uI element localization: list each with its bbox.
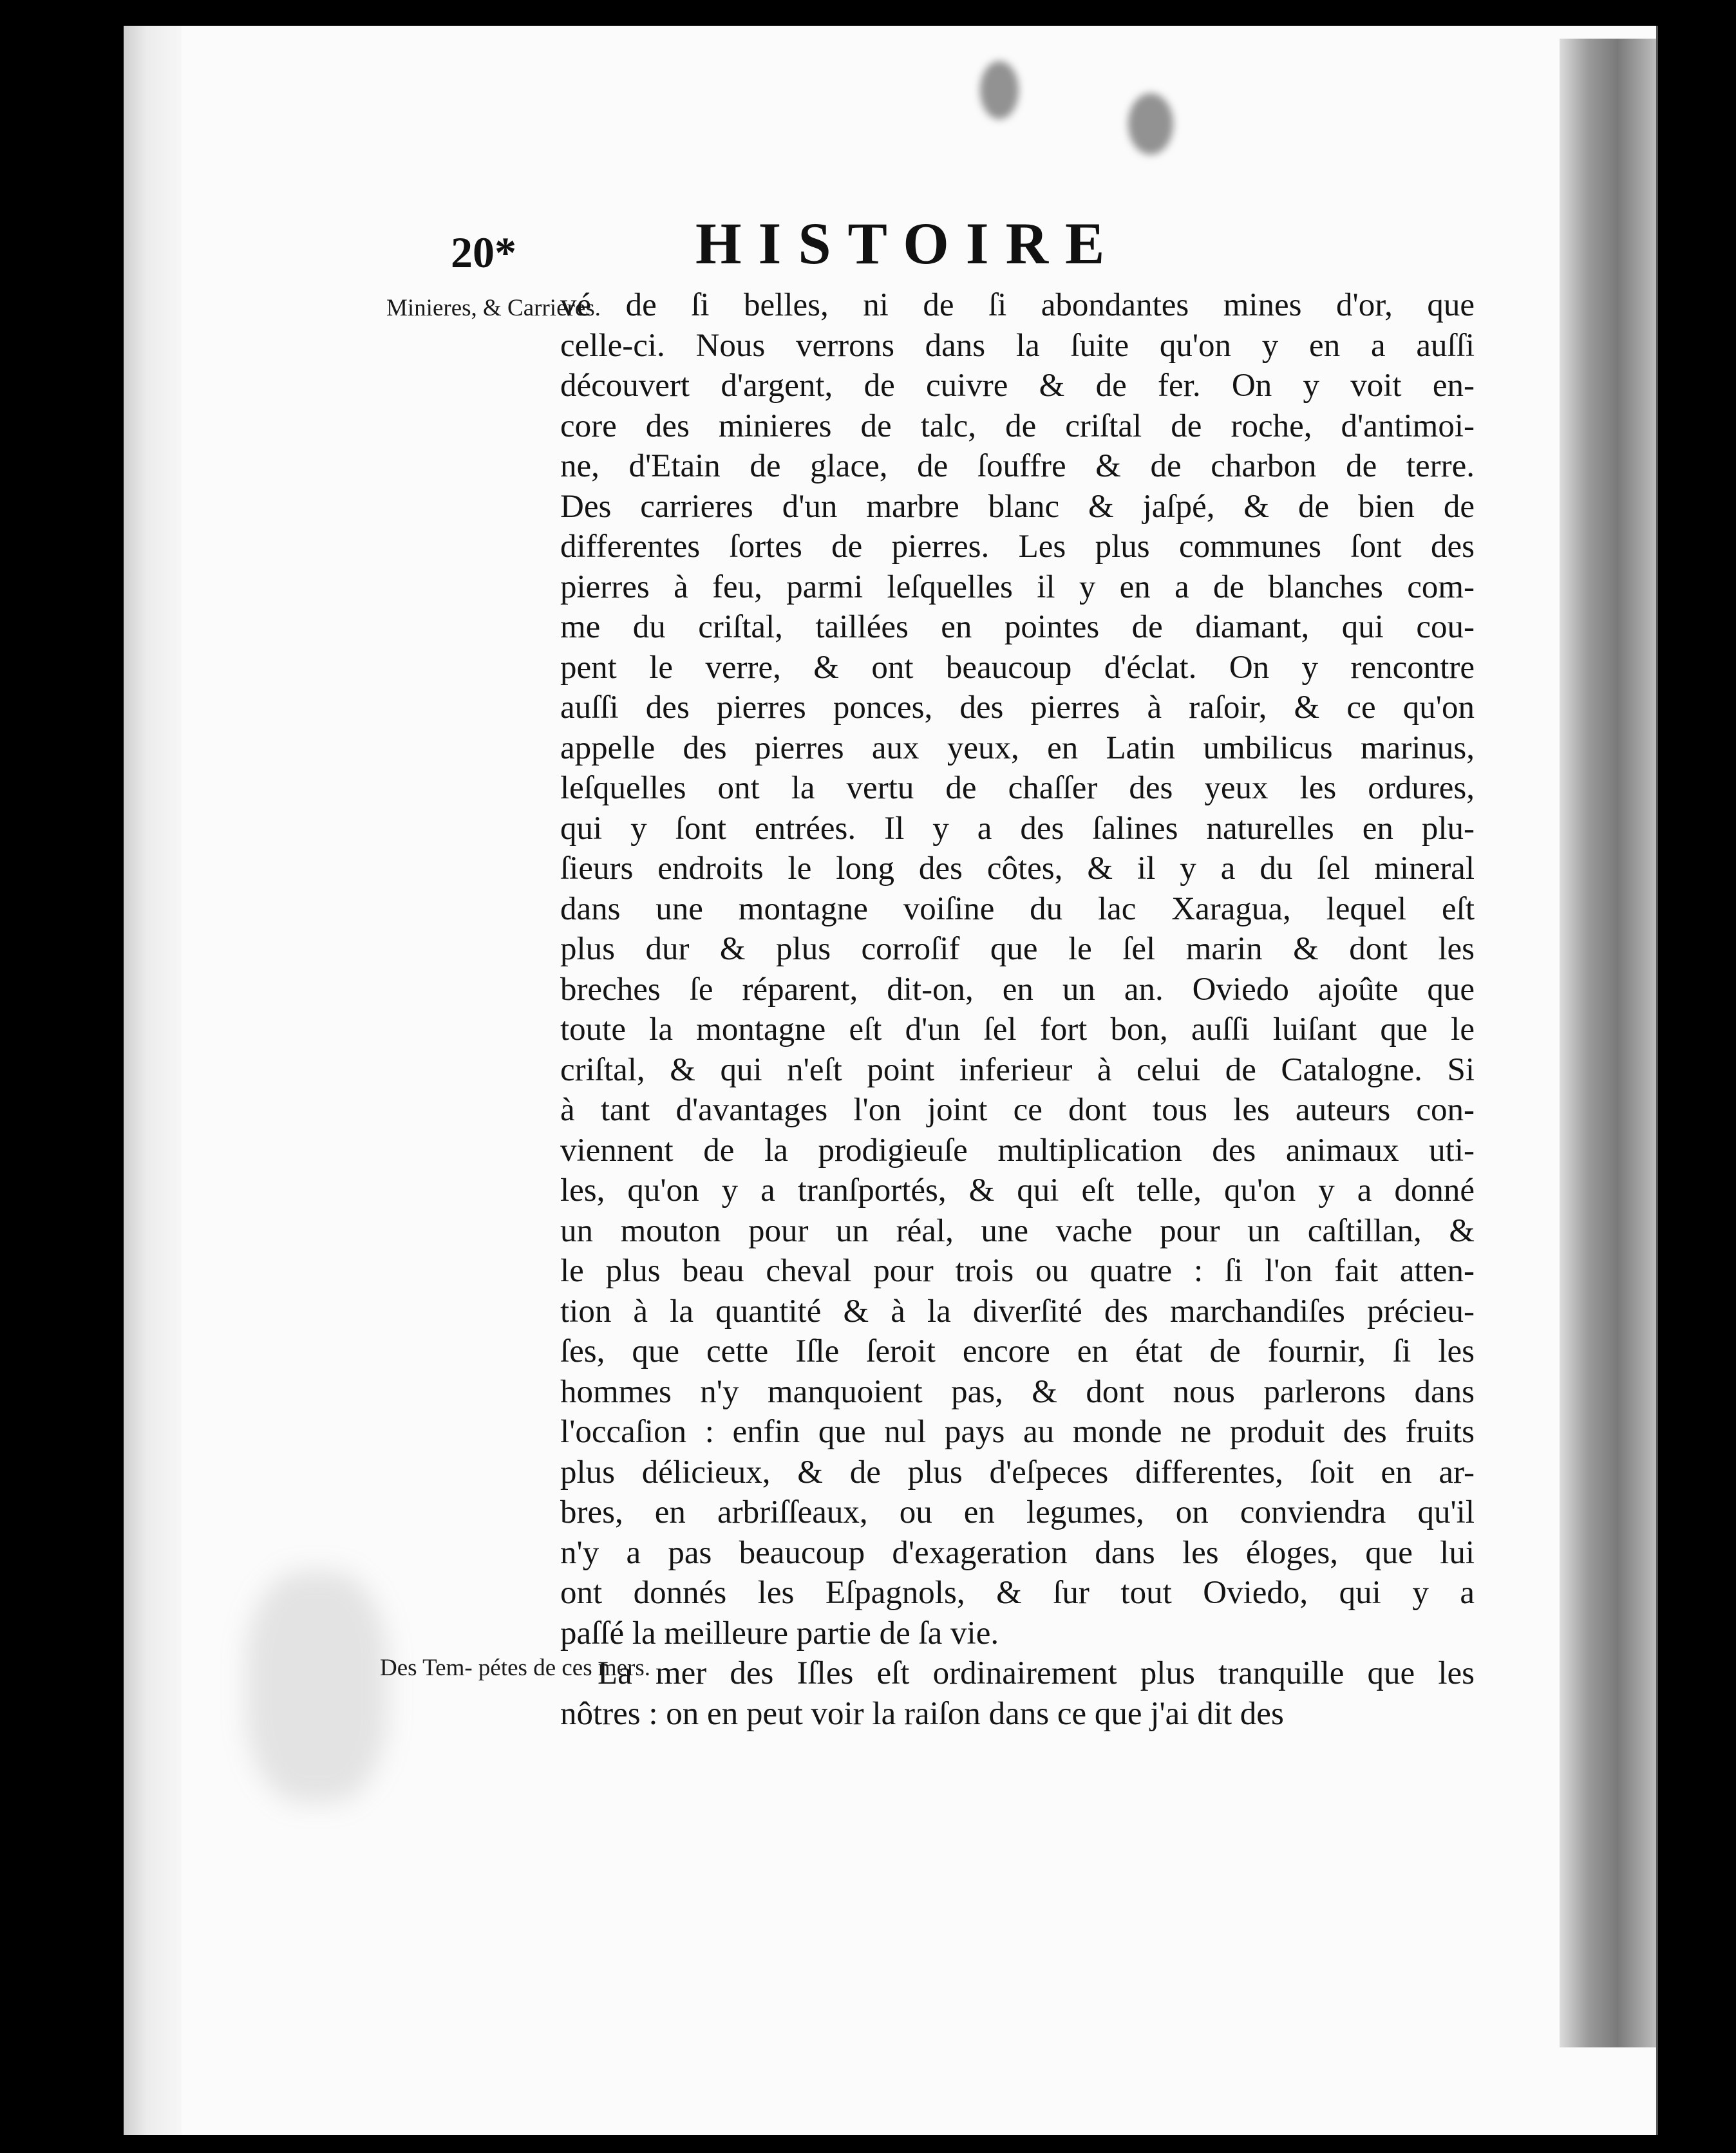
text-line: leſquelles ont la vertu de chaſſer des yeux les ordures, [560,770,1475,806]
text-line: ont donnés les Eſpagnols, & ſur tout Oviedo, qui y a [560,1575,1475,1611]
text-line: un mouton pour un réal, une vache pour un caſtillan, & [560,1212,1475,1249]
text-line: qui y ſont entrées. Il y a des ſalines naturelles en plu- [560,810,1475,847]
text-line: Des carrieres d'un marbre blanc & jaſpé, & de bien de [560,488,1475,525]
page-fore-edge [1560,39,1656,2047]
text-line: bres, en arbriſſeaux, ou en legumes, on conviendra qu'il [560,1494,1475,1530]
page-header [451,209,1223,280]
paper-smudge [246,1571,388,1803]
text-line: paſſé la meilleure partie de ſa vie. [560,1615,999,1651]
page-gutter-shadow [124,26,182,2135]
text-line: appelle des pierres aux yeux, en Latin umbilicus marinus, [560,729,1475,766]
text-line: me du criſtal, taillées en pointes de diamant, qui cou- [560,609,1475,645]
text-line: viennent de la prodigieuſe multiplication des animaux uti- [560,1132,1475,1169]
page-number: 20* [451,228,516,277]
text-line: dans une montagne voiſine du lac Xaragua, lequel eſt [560,890,1475,927]
text-line: criſtal, & qui n'eſt point inferieur à celui de Catalogne. Si [560,1051,1475,1088]
text-line: pent le verre, & ont beaucoup d'éclat. On y rencontre [560,649,1475,686]
text-line: core des minieres de talc, de criſtal de roche, d'antimoi- [560,408,1475,444]
text-line: differentes ſortes de pierres. Les plus communes ſont des [560,529,1475,565]
text-line: ſieurs endroits le long des côtes, & il y a du ſel mineral [560,851,1475,887]
text-line: les, qu'on y a tranſportés, & qui eſt telle, qu'on y a donné [560,1172,1475,1208]
body-text [560,285,1475,1734]
text-line: celle-ci. Nous verrons dans la ſuite qu'on y en a auſſi [560,327,1475,364]
margin-note-tempetes: Des Tem- pétes de ces mers. [380,1655,651,1681]
text-line: nôtres : on en peut voir la raiſon dans ce que j'ai dit des [560,1695,1284,1732]
text-line: auſſi des pierres ponces, des pierres à raſoir, & ce qu'on [560,690,1475,726]
text-line: hommes n'y manquoient pas, & dont nous parlerons dans [560,1373,1475,1410]
text-line: La mer des Iſles eſt ordinairement plus tranquille que les [598,1655,1475,1691]
text-line: à tant d'avantages l'on joint ce dont tous les auteurs con- [560,1092,1475,1128]
margin-note-minieres: Minieres, & Carrieres. [386,295,601,321]
text-line: n'y a pas beaucoup d'exageration dans les éloges, que lui [560,1534,1475,1571]
text-line: le plus beau cheval pour trois ou quatre : ſi l'on fait atten- [560,1253,1475,1289]
ink-stain [1128,93,1173,155]
text-line: vé de ſi belles, ni de ſi abondantes mines d'or, que [560,287,1475,323]
text-line: ne, d'Etain de glace, de ſouffre & de charbon de terre. [560,448,1475,484]
text-line: plus délicieux, & de plus d'eſpeces differentes, ſoit en ar- [560,1454,1475,1490]
text-line: breches ſe réparent, dit-on, en un an. Oviedo ajoûte que [560,971,1475,1008]
text-line: pierres à feu, parmi leſquelles il y en a de blanches com- [560,569,1475,605]
text-line: ſes, que cette Iſle ſeroit encore en état de fournir, ſi les [560,1333,1475,1369]
running-title: HISTOIRE [695,211,1122,276]
text-line: découvert d'argent, de cuivre & de fer. On y voit en- [560,368,1475,404]
ink-stain [980,61,1019,119]
text-line: plus dur & plus corroſif que le ſel marin & dont les [560,931,1475,967]
text-line: toute la montagne eſt d'un ſel fort bon, auſſi luiſant que le [560,1011,1475,1048]
text-line: l'occaſion : enfin que nul pays au monde ne produit des fruits [560,1414,1475,1450]
text-line: tion à la quantité & à la diverſité des marchandiſes précieu- [560,1293,1475,1330]
